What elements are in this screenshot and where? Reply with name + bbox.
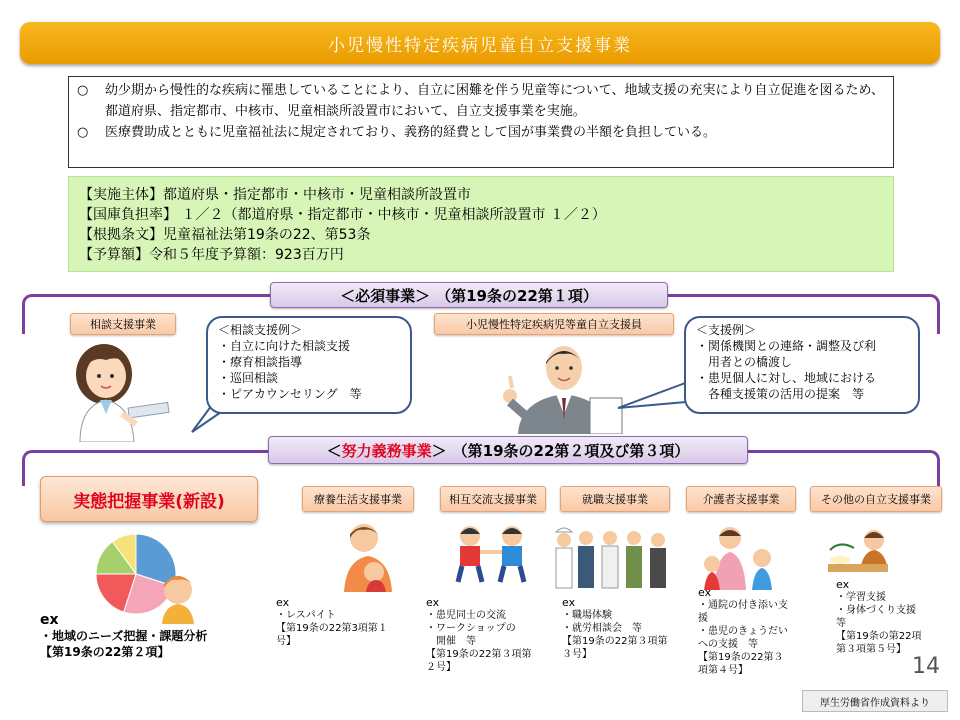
overview-item xyxy=(77,122,885,143)
example-prefix: ex xyxy=(562,596,576,609)
support-example-item: 各種支援策の活用の提案 等 xyxy=(696,387,865,401)
effort-label-suffix: ＞ xyxy=(431,441,447,460)
effort-section-label xyxy=(268,436,748,464)
description-line: ・患児同士の交流 xyxy=(426,610,506,621)
overview-box xyxy=(68,76,894,168)
workers-illustration xyxy=(552,524,672,590)
description-line: 援 xyxy=(698,613,708,624)
description-line: 【第19条の22第３ xyxy=(698,652,784,663)
consult-examples-bubble xyxy=(206,316,412,414)
required-label-main: ＜必須事業＞ xyxy=(340,286,431,305)
description-line: ・レスパイト xyxy=(276,610,336,621)
mutual-exchange-support-label xyxy=(440,486,546,512)
description-line: ・通院の付き添い支 xyxy=(698,600,788,611)
description-line: 【第19条の第22項 xyxy=(836,631,922,642)
support-example-item: ・患児個人に対し、地域における xyxy=(696,371,877,385)
project-label-text: 介護者支援事業 xyxy=(702,493,780,506)
info-subsidy-rate: 【国庫負担率】 １／２（都道府県・指定都市・中核市・児童相談所設置市 １／２） xyxy=(79,207,606,223)
consult-example-item: ・巡回相談 xyxy=(218,371,279,385)
description-line: ・地域のニーズ把握・課題分析 xyxy=(40,629,208,643)
required-label-sub: （第19条の22第１項） xyxy=(436,286,598,305)
bullet-circle: ○ xyxy=(77,125,89,140)
fact-finding-description xyxy=(40,612,280,660)
care-life-support-label xyxy=(302,486,414,512)
support-examples-bubble xyxy=(684,316,920,414)
required-section-label xyxy=(270,282,668,308)
employment-support-description xyxy=(562,596,690,661)
description-line: への支援 等 xyxy=(698,639,758,650)
mother-child-illustration xyxy=(338,520,398,592)
consult-example-item: ・自立に向けた相談支援 xyxy=(218,339,351,353)
description-line: 号】 xyxy=(276,636,296,647)
doctor-illustration xyxy=(66,334,176,442)
description-line: 項第４号】 xyxy=(698,665,748,676)
support-example-item: ・関係機関との連絡・調整及び利 xyxy=(696,339,877,353)
project-label-text: 療養生活支援事業 xyxy=(314,493,402,506)
caregiver-support-label xyxy=(686,486,796,512)
pie-chart-illustration xyxy=(92,528,202,624)
consult-support-text: 相談支援事業 xyxy=(90,318,156,331)
example-prefix: ex xyxy=(698,586,712,599)
info-budget: 【予算額】令和５年度予算額：923百万円 xyxy=(79,247,344,263)
bubble-tail xyxy=(614,378,694,418)
info-box xyxy=(68,176,894,272)
effort-label-main: 努力義務事業 xyxy=(341,441,432,460)
page-title: 小児慢性特定疾病児童自立支援事業 xyxy=(328,35,632,56)
bullet-circle: ○ xyxy=(77,83,89,98)
source-note-text: 厚生労働省作成資料より xyxy=(820,697,930,709)
example-prefix: ex xyxy=(836,578,850,591)
supporter-illustration xyxy=(498,338,630,434)
consult-examples-title: ＜相談支援例＞ xyxy=(218,323,303,337)
description-line: ・職場体験 xyxy=(562,610,612,621)
other-independence-support-label xyxy=(810,486,942,512)
example-prefix: ex xyxy=(276,596,290,609)
description-line: 【第19条の22第3項第１ xyxy=(276,623,388,634)
description-line: ・身体づくり支援 xyxy=(836,605,916,616)
description-line: ２号】 xyxy=(426,662,456,673)
consult-example-item: ・ピアカウンセリング 等 xyxy=(218,387,362,401)
description-line: ３号】 xyxy=(562,649,592,660)
study-support-illustration xyxy=(826,522,896,582)
care-life-support-description xyxy=(276,596,416,648)
description-line: 【第19条の22第２項】 xyxy=(40,645,170,659)
overview-text: 幼少期から慢性的な疾病に罹患していることにより、自立に困難を伴う児童等について、地域支援の充実により自立促進を図るため、都道府県、指定都市、中核市、児童相談所設置市において、自立支援事業を実施。 xyxy=(105,83,884,119)
project-label-text: その他の自立支援事業 xyxy=(821,493,931,506)
effort-label-prefix: ＜ xyxy=(326,441,342,460)
description-line: 第３項第５号】 xyxy=(836,644,906,655)
description-line: ・ワークショップの xyxy=(426,623,516,634)
project-label-text: 就職支援事業 xyxy=(582,493,648,506)
example-prefix: ex xyxy=(40,612,59,628)
info-legal-basis: 【根拠条文】児童福祉法第19条の22、第53条 xyxy=(79,227,371,243)
children-exchange-illustration xyxy=(446,522,538,584)
caregiver-support-description xyxy=(698,586,808,677)
overview-item xyxy=(77,80,885,122)
independence-supporter-label xyxy=(434,313,674,335)
consult-support-label xyxy=(70,313,176,335)
project-label-text: 相互交流支援事業 xyxy=(449,493,537,506)
caregiver-illustration xyxy=(700,524,784,590)
description-line: ・患児のきょうだい xyxy=(698,626,788,637)
support-examples-title: ＜支援例＞ xyxy=(696,323,757,337)
description-line: ・学習支援 xyxy=(836,592,886,603)
description-line: 【第19条の22第３項第 xyxy=(426,649,532,660)
independence-supporter-text: 小児慢性特定疾病児等童自立支援員 xyxy=(466,318,642,331)
effort-label-sub: （第19条の22第２項及び第３項） xyxy=(452,441,690,460)
employment-support-label xyxy=(560,486,670,512)
overview-text: 医療費助成とともに児童福祉法に規定されており、義務的経費として国が事業費の半額を負担している。 xyxy=(105,125,717,140)
support-example-item: 用者との橋渡し xyxy=(696,355,793,369)
other-independence-support-description xyxy=(836,578,946,656)
page-number: 14 xyxy=(912,654,940,679)
description-line: 【第19条の22第３項第 xyxy=(562,636,668,647)
description-line: 等 xyxy=(836,618,846,629)
fact-finding-project-label xyxy=(40,476,258,522)
fact-finding-project-text: 実態把握事業(新設) xyxy=(73,491,225,512)
info-implementer: 【実施主体】都道府県・指定都市・中核市・児童相談所設置市 xyxy=(79,187,471,203)
description-line: 開催 等 xyxy=(426,636,476,647)
consult-example-item: ・療育相談指導 xyxy=(218,355,303,369)
description-line: ・就労相談会 等 xyxy=(562,623,642,634)
source-note xyxy=(802,690,948,712)
title-bar xyxy=(20,22,940,64)
mutual-exchange-support-description xyxy=(426,596,556,674)
example-prefix: ex xyxy=(426,596,440,609)
